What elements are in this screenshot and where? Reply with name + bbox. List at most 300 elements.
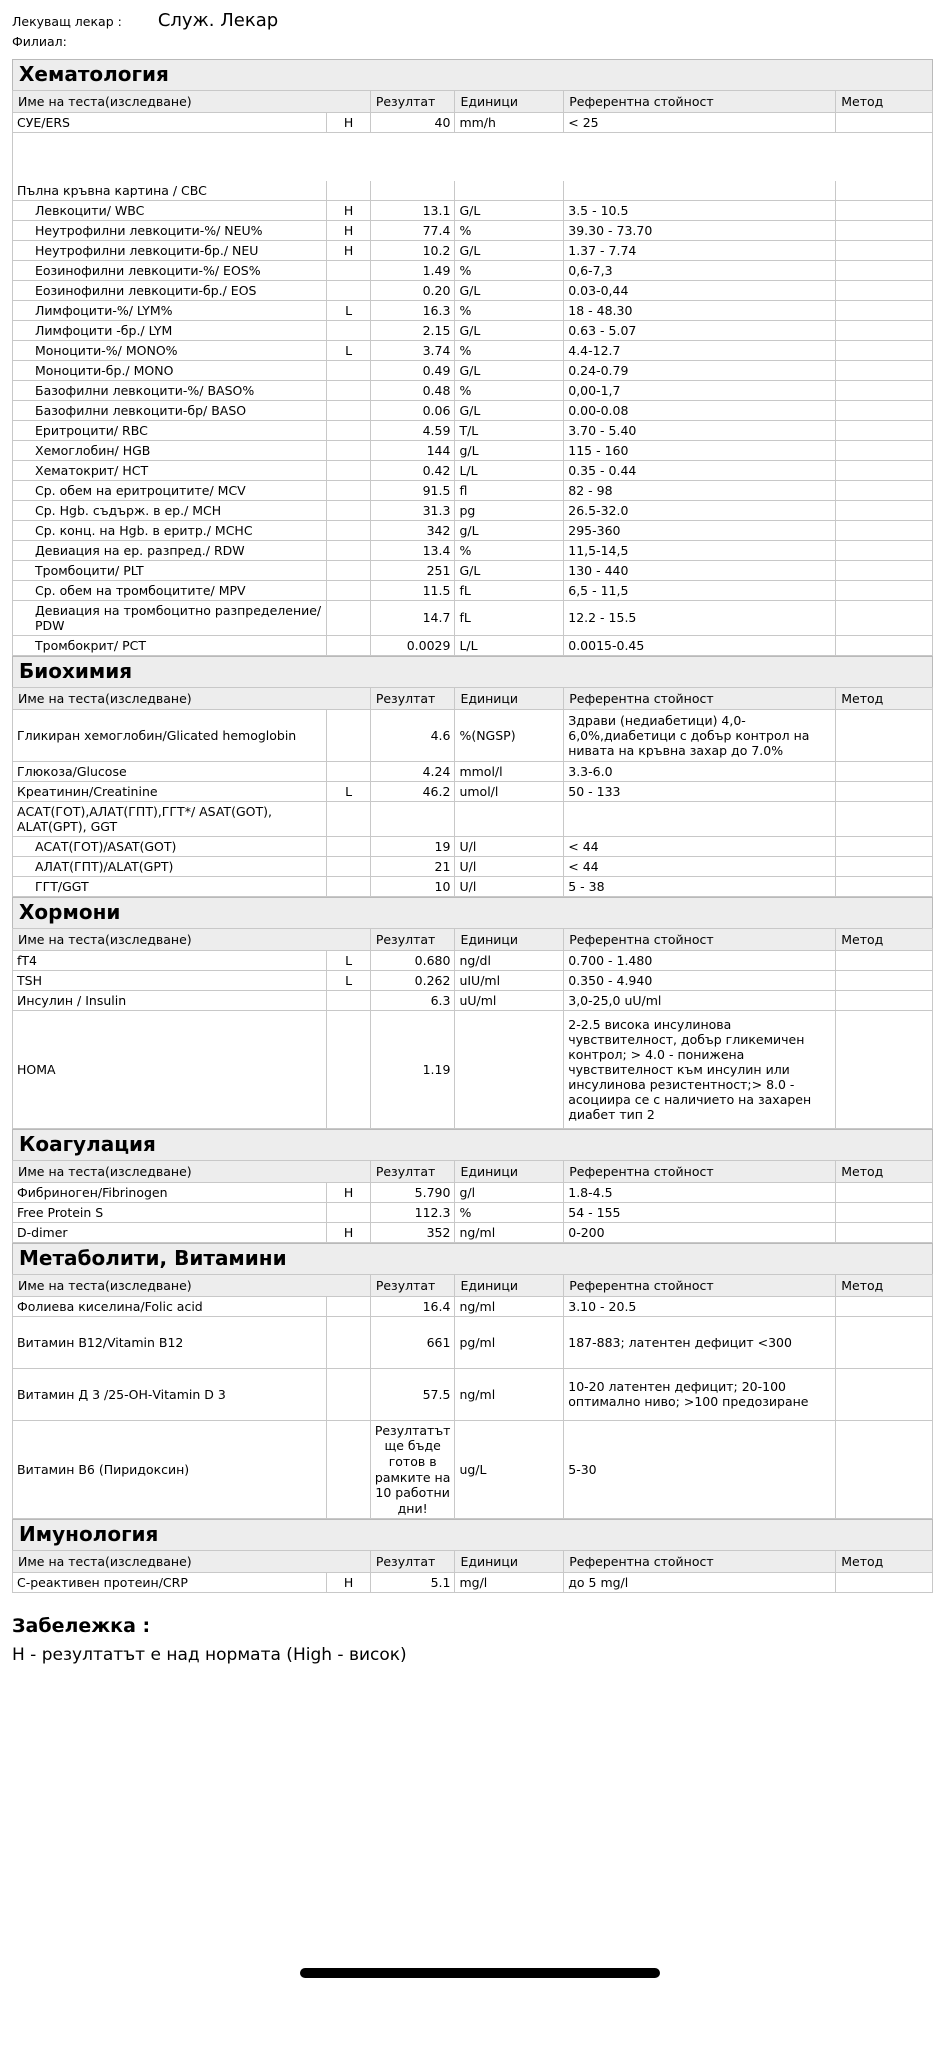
section bbox=[12, 1519, 933, 1593]
table-row bbox=[13, 1202, 933, 1222]
cell-flag bbox=[327, 990, 371, 1010]
cell-flag bbox=[327, 635, 371, 655]
cell-test-name: Глюкоза/Glucose bbox=[13, 761, 327, 781]
section bbox=[12, 656, 933, 897]
cell-method bbox=[836, 580, 933, 600]
cell-result-value: 5.1 bbox=[370, 1573, 455, 1593]
table-row bbox=[13, 181, 933, 201]
table-row bbox=[13, 600, 933, 635]
cell-units: pg bbox=[455, 500, 564, 520]
cell-flag: H bbox=[327, 1573, 371, 1593]
note-line: H - резултатът е над нормата (High - висок) bbox=[12, 1645, 407, 1666]
section bbox=[12, 1243, 933, 1520]
table-row bbox=[13, 500, 933, 520]
branch-row bbox=[12, 34, 933, 50]
cell-reference: 4.4-12.7 bbox=[564, 340, 836, 360]
cell-method bbox=[836, 520, 933, 540]
cell-result-value: 57.5 bbox=[370, 1368, 455, 1420]
table-row bbox=[13, 761, 933, 781]
cell-flag bbox=[327, 560, 371, 580]
table-row bbox=[13, 801, 933, 836]
table-header-row bbox=[13, 1274, 933, 1296]
col-header-reference: Референтна стойност bbox=[564, 687, 836, 709]
table-row bbox=[13, 1182, 933, 1202]
cell-method bbox=[836, 801, 933, 836]
cell-result-value: 10.2 bbox=[370, 240, 455, 260]
cell-reference: 0.24-0.79 bbox=[564, 360, 836, 380]
cell-result-value: 0.680 bbox=[370, 950, 455, 970]
cell-reference: 187-883; латентен дефицит <300 bbox=[564, 1316, 836, 1368]
col-header-name: Име на теста(изследване) bbox=[13, 1551, 371, 1573]
cell-test-name: Фибриноген/Fibrinogen bbox=[13, 1182, 327, 1202]
col-header-result: Резултат bbox=[370, 1274, 455, 1296]
doctor-row bbox=[12, 10, 933, 33]
cell-reference: до 5 mg/l bbox=[564, 1573, 836, 1593]
table-row bbox=[13, 1296, 933, 1316]
cell-result-value: 1.49 bbox=[370, 260, 455, 280]
cell-test-name: Лимфоцити -бр./ LYM bbox=[13, 320, 327, 340]
cell-test-name: Еозинофилни левкоцити-%/ EOS% bbox=[13, 260, 327, 280]
sections-container bbox=[12, 59, 933, 1593]
cell-units: fL bbox=[455, 600, 564, 635]
cell-result-value: 46.2 bbox=[370, 781, 455, 801]
cell-units: % bbox=[455, 340, 564, 360]
cell-test-name: Моноцити-бр./ MONO bbox=[13, 360, 327, 380]
scrollbar-handle[interactable] bbox=[300, 1968, 660, 1978]
cell-method bbox=[836, 300, 933, 320]
cell-reference: 5-30 bbox=[564, 1420, 836, 1519]
cell-flag bbox=[327, 420, 371, 440]
cell-test-name: Базофилни левкоцити-бр/ BASO bbox=[13, 400, 327, 420]
cell-reference: 0.700 - 1.480 bbox=[564, 950, 836, 970]
col-header-name: Име на теста(изследване) bbox=[13, 1274, 371, 1296]
section-title: Хормони bbox=[12, 897, 933, 928]
report-header bbox=[12, 10, 933, 49]
cell-method bbox=[836, 460, 933, 480]
cell-reference: 3.70 - 5.40 bbox=[564, 420, 836, 440]
table-row bbox=[13, 635, 933, 655]
col-header-method: Метод bbox=[836, 1160, 933, 1182]
cell-method bbox=[836, 500, 933, 520]
table-row bbox=[13, 360, 933, 380]
cell-reference: Здрави (недиабетици) 4,0-6,0%,диабетици с добър контрол на нивата на кръвна захар до 7.0% bbox=[564, 709, 836, 761]
cell-units: ng/ml bbox=[455, 1222, 564, 1242]
results-table bbox=[12, 1160, 933, 1243]
cell-method bbox=[836, 950, 933, 970]
table-row bbox=[13, 300, 933, 320]
table-spacer-row bbox=[13, 133, 933, 181]
cell-method bbox=[836, 600, 933, 635]
cell-method bbox=[836, 781, 933, 801]
cell-units: fl bbox=[455, 480, 564, 500]
cell-result-value: 0.49 bbox=[370, 360, 455, 380]
cell-reference: 295-360 bbox=[564, 520, 836, 540]
cell-units: % bbox=[455, 540, 564, 560]
table-row bbox=[13, 580, 933, 600]
cell-flag bbox=[327, 856, 371, 876]
cell-method bbox=[836, 181, 933, 201]
col-header-method: Метод bbox=[836, 91, 933, 113]
cell-reference: 54 - 155 bbox=[564, 1202, 836, 1222]
cell-flag bbox=[327, 360, 371, 380]
table-row bbox=[13, 1010, 933, 1128]
cell-method bbox=[836, 1296, 933, 1316]
cell-result-value: 4.6 bbox=[370, 709, 455, 761]
cell-units: g/L bbox=[455, 520, 564, 540]
cell-test-name: Ср. обем на тромбоцитите/ MPV bbox=[13, 580, 327, 600]
cell-reference: 130 - 440 bbox=[564, 560, 836, 580]
cell-flag: L bbox=[327, 300, 371, 320]
cell-result-value: 112.3 bbox=[370, 1202, 455, 1222]
cell-method bbox=[836, 1368, 933, 1420]
cell-test-name: TSH bbox=[13, 970, 327, 990]
col-header-units: Единици bbox=[455, 1160, 564, 1182]
cell-units: ug/L bbox=[455, 1420, 564, 1519]
cell-result-value: 0.06 bbox=[370, 400, 455, 420]
cell-units bbox=[455, 801, 564, 836]
cell-method bbox=[836, 280, 933, 300]
cell-flag bbox=[327, 801, 371, 836]
cell-result-value: Резултатът ще бъде готов в рамките на 10 работни дни! bbox=[370, 1420, 455, 1519]
cell-test-name: Фолиева киселина/Folic acid bbox=[13, 1296, 327, 1316]
cell-test-name: С-реактивен протеин/CRP bbox=[13, 1573, 327, 1593]
cell-flag: L bbox=[327, 970, 371, 990]
cell-result-value: 1.19 bbox=[370, 1010, 455, 1128]
table-row bbox=[13, 970, 933, 990]
cell-units: L/L bbox=[455, 635, 564, 655]
cell-flag: H bbox=[327, 240, 371, 260]
cell-reference: < 44 bbox=[564, 836, 836, 856]
cell-method bbox=[836, 970, 933, 990]
cell-reference: 0.0015-0.45 bbox=[564, 635, 836, 655]
cell-reference: 1.37 - 7.74 bbox=[564, 240, 836, 260]
cell-reference: 3.5 - 10.5 bbox=[564, 200, 836, 220]
table-row bbox=[13, 709, 933, 761]
col-header-units: Единици bbox=[455, 928, 564, 950]
section-title: Метаболити, Витамини bbox=[12, 1243, 933, 1274]
cell-method bbox=[836, 1420, 933, 1519]
cell-units: mg/l bbox=[455, 1573, 564, 1593]
cell-reference: 82 - 98 bbox=[564, 480, 836, 500]
cell-reference: 0.35 - 0.44 bbox=[564, 460, 836, 480]
col-header-reference: Референтна стойност bbox=[564, 1551, 836, 1573]
cell-units: g/L bbox=[455, 440, 564, 460]
col-header-reference: Референтна стойност bbox=[564, 91, 836, 113]
cell-method bbox=[836, 761, 933, 781]
cell-flag: H bbox=[327, 220, 371, 240]
cell-flag: L bbox=[327, 340, 371, 360]
cell-flag bbox=[327, 1202, 371, 1222]
cell-flag bbox=[327, 1316, 371, 1368]
cell-test-name: Еритроцити/ RBC bbox=[13, 420, 327, 440]
cell-units: U/l bbox=[455, 876, 564, 896]
cell-reference: < 25 bbox=[564, 113, 836, 133]
col-header-method: Метод bbox=[836, 928, 933, 950]
section bbox=[12, 897, 933, 1129]
results-table bbox=[12, 1550, 933, 1593]
cell-test-name: Витамин B12/Vitamin B12 bbox=[13, 1316, 327, 1368]
col-header-method: Метод bbox=[836, 1274, 933, 1296]
cell-units: mmol/l bbox=[455, 761, 564, 781]
col-header-name: Име на теста(изследване) bbox=[13, 91, 371, 113]
section-title: Хематология bbox=[12, 59, 933, 90]
section-title: Коагулация bbox=[12, 1129, 933, 1160]
table-row bbox=[13, 460, 933, 480]
cell-units: % bbox=[455, 1202, 564, 1222]
cell-method bbox=[836, 1573, 933, 1593]
cell-reference: 10-20 латентен дефицит; 20-100 оптимално ниво; >100 предозиране bbox=[564, 1368, 836, 1420]
cell-result-value: 0.262 bbox=[370, 970, 455, 990]
spacer-cell bbox=[13, 133, 933, 181]
cell-test-name: Инсулин / Insulin bbox=[13, 990, 327, 1010]
cell-test-name: Девиация на тромбоцитно разпределение/ PDW bbox=[13, 600, 327, 635]
table-row bbox=[13, 1573, 933, 1593]
cell-result-value: 4.59 bbox=[370, 420, 455, 440]
cell-units: umol/l bbox=[455, 781, 564, 801]
cell-test-name: Девиация на ер. разпред./ RDW bbox=[13, 540, 327, 560]
note-title: Забележка : bbox=[12, 1615, 151, 1638]
cell-method bbox=[836, 480, 933, 500]
cell-units: uIU/ml bbox=[455, 970, 564, 990]
cell-reference: 2-2.5 висока инсулинова чувствителност, добър гликемичен контрол; > 4.0 - понижена чувствителност към инсулин или инсулинова резистентност;> 8.0 - асоциира се с наличието на захарен диабет тип 2 bbox=[564, 1010, 836, 1128]
table-header-row bbox=[13, 687, 933, 709]
table-row bbox=[13, 876, 933, 896]
cell-test-name: Неутрофилни левкоцити-%/ NEU% bbox=[13, 220, 327, 240]
cell-reference: 0.63 - 5.07 bbox=[564, 320, 836, 340]
cell-reference: 0.03-0,44 bbox=[564, 280, 836, 300]
cell-result-value: 13.1 bbox=[370, 200, 455, 220]
col-header-result: Резултат bbox=[370, 687, 455, 709]
cell-flag bbox=[327, 380, 371, 400]
cell-units: mm/h bbox=[455, 113, 564, 133]
table-row bbox=[13, 480, 933, 500]
cell-flag bbox=[327, 1420, 371, 1519]
table-row bbox=[13, 420, 933, 440]
cell-result-value: 3.74 bbox=[370, 340, 455, 360]
cell-test-name: Еозинофилни левкоцити-бр./ EOS bbox=[13, 280, 327, 300]
cell-flag bbox=[327, 1368, 371, 1420]
cell-method bbox=[836, 380, 933, 400]
results-table bbox=[12, 687, 933, 897]
cell-method bbox=[836, 1316, 933, 1368]
cell-flag bbox=[327, 761, 371, 781]
cell-flag bbox=[327, 320, 371, 340]
cell-units: ng/ml bbox=[455, 1296, 564, 1316]
cell-method bbox=[836, 1202, 933, 1222]
cell-test-name: Тромбоцити/ PLT bbox=[13, 560, 327, 580]
cell-flag: H bbox=[327, 1222, 371, 1242]
table-row bbox=[13, 340, 933, 360]
section-title: Имунология bbox=[12, 1519, 933, 1550]
cell-flag bbox=[327, 1010, 371, 1128]
cell-units: % bbox=[455, 380, 564, 400]
table-row bbox=[13, 400, 933, 420]
cell-units: G/L bbox=[455, 200, 564, 220]
cell-method bbox=[836, 200, 933, 220]
cell-method bbox=[836, 420, 933, 440]
table-row bbox=[13, 990, 933, 1010]
cell-reference bbox=[564, 181, 836, 201]
table-row bbox=[13, 520, 933, 540]
cell-result-value: 14.7 bbox=[370, 600, 455, 635]
cell-result-value: 0.48 bbox=[370, 380, 455, 400]
cell-reference: 3.10 - 20.5 bbox=[564, 1296, 836, 1316]
cell-result-value: 0.20 bbox=[370, 280, 455, 300]
cell-units: G/L bbox=[455, 240, 564, 260]
cell-flag bbox=[327, 480, 371, 500]
section-title: Биохимия bbox=[12, 656, 933, 687]
col-header-method: Метод bbox=[836, 1551, 933, 1573]
cell-method bbox=[836, 400, 933, 420]
cell-units: G/L bbox=[455, 360, 564, 380]
cell-units: g/l bbox=[455, 1182, 564, 1202]
col-header-name: Име на теста(изследване) bbox=[13, 687, 371, 709]
cell-test-name: Лимфоцити-%/ LYM% bbox=[13, 300, 327, 320]
col-header-reference: Референтна стойност bbox=[564, 928, 836, 950]
cell-test-name: Ср. Hgb. съдърж. в ер./ MCH bbox=[13, 500, 327, 520]
cell-reference: 6,5 - 11,5 bbox=[564, 580, 836, 600]
table-row bbox=[13, 540, 933, 560]
table-row bbox=[13, 856, 933, 876]
cell-units bbox=[455, 181, 564, 201]
cell-reference: 1.8-4.5 bbox=[564, 1182, 836, 1202]
cell-test-name: Пълна кръвна картина / CBC bbox=[13, 181, 327, 201]
table-row bbox=[13, 781, 933, 801]
section bbox=[12, 59, 933, 656]
note-block bbox=[12, 1615, 933, 1667]
cell-test-name: АЛАТ(ГПТ)/ALAT(GPT) bbox=[13, 856, 327, 876]
cell-units: % bbox=[455, 300, 564, 320]
cell-result-value: 661 bbox=[370, 1316, 455, 1368]
cell-units: G/L bbox=[455, 400, 564, 420]
section bbox=[12, 1129, 933, 1243]
cell-method bbox=[836, 320, 933, 340]
cell-result-value: 19 bbox=[370, 836, 455, 856]
table-row bbox=[13, 380, 933, 400]
cell-method bbox=[836, 260, 933, 280]
cell-method bbox=[836, 1010, 933, 1128]
cell-result-value: 21 bbox=[370, 856, 455, 876]
cell-units: ng/dl bbox=[455, 950, 564, 970]
cell-reference: 26.5-32.0 bbox=[564, 500, 836, 520]
table-row bbox=[13, 1368, 933, 1420]
cell-reference: 115 - 160 bbox=[564, 440, 836, 460]
col-header-result: Резултат bbox=[370, 928, 455, 950]
cell-test-name: СУЕ/ERS bbox=[13, 113, 327, 133]
table-row bbox=[13, 1316, 933, 1368]
col-header-result: Резултат bbox=[370, 1551, 455, 1573]
cell-flag bbox=[327, 520, 371, 540]
cell-reference: 50 - 133 bbox=[564, 781, 836, 801]
cell-flag bbox=[327, 876, 371, 896]
cell-method bbox=[836, 856, 933, 876]
cell-result-value: 91.5 bbox=[370, 480, 455, 500]
cell-reference: < 44 bbox=[564, 856, 836, 876]
cell-result-value: 144 bbox=[370, 440, 455, 460]
cell-result-value: 251 bbox=[370, 560, 455, 580]
cell-test-name: Витамин B6 (Пиридоксин) bbox=[13, 1420, 327, 1519]
cell-method bbox=[836, 440, 933, 460]
table-row bbox=[13, 240, 933, 260]
cell-flag bbox=[327, 440, 371, 460]
cell-test-name: Тромбокрит/ PCT bbox=[13, 635, 327, 655]
cell-test-name: Левкоцити/ WBC bbox=[13, 200, 327, 220]
cell-test-name: D-dimer bbox=[13, 1222, 327, 1242]
col-header-units: Единици bbox=[455, 1274, 564, 1296]
cell-result-value: 16.3 bbox=[370, 300, 455, 320]
cell-method bbox=[836, 709, 933, 761]
table-row bbox=[13, 200, 933, 220]
cell-method bbox=[836, 560, 933, 580]
table-row bbox=[13, 280, 933, 300]
cell-result-value: 0.0029 bbox=[370, 635, 455, 655]
cell-method bbox=[836, 540, 933, 560]
col-header-result: Резултат bbox=[370, 91, 455, 113]
cell-test-name: Ср. конц. на Hgb. в еритр./ MCHC bbox=[13, 520, 327, 540]
cell-units bbox=[455, 1010, 564, 1128]
doctor-label: Лекуващ лекар : bbox=[12, 14, 122, 29]
cell-method bbox=[836, 876, 933, 896]
cell-result-value: 11.5 bbox=[370, 580, 455, 600]
cell-units: G/L bbox=[455, 280, 564, 300]
cell-method bbox=[836, 340, 933, 360]
cell-result-value: 0.42 bbox=[370, 460, 455, 480]
cell-flag bbox=[327, 460, 371, 480]
cell-reference: 3,0-25,0 uU/ml bbox=[564, 990, 836, 1010]
cell-units: U/l bbox=[455, 836, 564, 856]
cell-units: uU/ml bbox=[455, 990, 564, 1010]
table-header-row bbox=[13, 91, 933, 113]
cell-reference bbox=[564, 801, 836, 836]
table-row bbox=[13, 220, 933, 240]
cell-units: G/L bbox=[455, 560, 564, 580]
cell-flag: H bbox=[327, 200, 371, 220]
cell-method bbox=[836, 220, 933, 240]
cell-result-value bbox=[370, 801, 455, 836]
cell-test-name: ГГТ/GGT bbox=[13, 876, 327, 896]
cell-reference: 0,00-1,7 bbox=[564, 380, 836, 400]
cell-units: % bbox=[455, 220, 564, 240]
cell-method bbox=[836, 240, 933, 260]
cell-flag: H bbox=[327, 1182, 371, 1202]
results-table bbox=[12, 90, 933, 656]
cell-result-value: 31.3 bbox=[370, 500, 455, 520]
cell-flag bbox=[327, 260, 371, 280]
cell-flag bbox=[327, 1296, 371, 1316]
cell-flag bbox=[327, 181, 371, 201]
cell-reference: 11,5-14,5 bbox=[564, 540, 836, 560]
col-header-reference: Референтна стойност bbox=[564, 1160, 836, 1182]
cell-result-value: 10 bbox=[370, 876, 455, 896]
cell-reference: 3.3-6.0 bbox=[564, 761, 836, 781]
col-header-reference: Референтна стойност bbox=[564, 1274, 836, 1296]
cell-test-name: Хемоглобин/ HGB bbox=[13, 440, 327, 460]
cell-result-value bbox=[370, 181, 455, 201]
cell-flag bbox=[327, 600, 371, 635]
col-header-units: Единици bbox=[455, 687, 564, 709]
cell-test-name: Неутрофилни левкоцити-бр./ NEU bbox=[13, 240, 327, 260]
table-row bbox=[13, 1420, 933, 1519]
cell-result-value: 4.24 bbox=[370, 761, 455, 781]
cell-result-value: 77.4 bbox=[370, 220, 455, 240]
cell-flag: H bbox=[327, 113, 371, 133]
cell-test-name: Базофилни левкоцити-%/ BASO% bbox=[13, 380, 327, 400]
cell-method bbox=[836, 990, 933, 1010]
cell-test-name: Гликиран хемоглобин/Glicated hemoglobin bbox=[13, 709, 327, 761]
cell-units: L/L bbox=[455, 460, 564, 480]
cell-units: U/l bbox=[455, 856, 564, 876]
cell-flag bbox=[327, 280, 371, 300]
